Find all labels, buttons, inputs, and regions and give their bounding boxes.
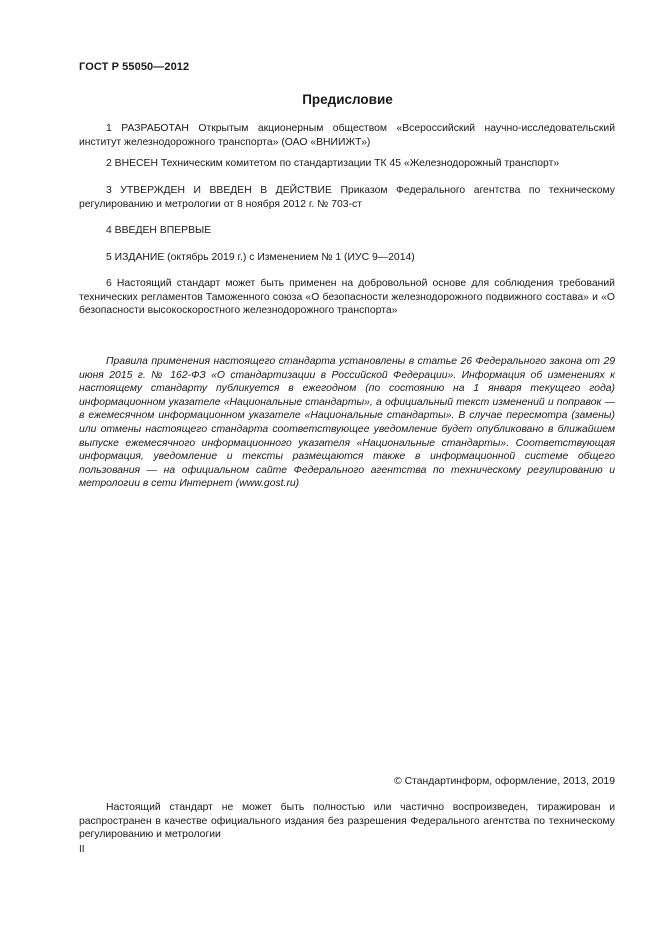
preface-item-3: 3 УТВЕРЖДЕН И ВВЕДЕН В ДЕЙСТВИЕ Приказом Федерального агентства по техническому регулированию и метрологии от 8 ноября 2012 г. № 703-ст bbox=[79, 185, 615, 210]
preface-item-5: 5 ИЗДАНИЕ (октябрь 2019 г.) с Изменением № 1 (ИУС 9—2014) bbox=[106, 252, 415, 263]
copyright-line: © Стандартинформ, оформление, 2013, 2019 bbox=[394, 776, 615, 787]
document-id-header: ГОСТ Р 55050—2012 bbox=[79, 61, 190, 73]
page-title: Предисловие bbox=[302, 92, 393, 107]
standard-rules-notice: Правила применения настоящего стандарта установлены в статье 26 Федерального закона от 29 июня 2015 г. № 162-ФЗ «О стандартизации в Российской Федерации». Информация об изменениях к настоящему стандарту публикуется в ежегодном (по состоянию на 1 января текущего года) информационном указателе «Национальные стандарты», а официальный текст изменений и поправок — в ежемесячном информационном указателе «Национальные стандарты». В случае пересмотра (замены) или отмены настоящего стандарта соответствующее уведомление будет опубликовано в ближайшем выпуске ежемесячного информационного указателя «Национальные стандарты». Соответствующая информация, уведомление и тексты размещаются также в информационной системе общего пользования — на официальном сайте Федерального агентства по техническому регулированию и метрологии в сети Интернет (www.gost.ru) bbox=[79, 356, 615, 490]
preface-item-1: 1 РАЗРАБОТАН Открытым акционерным обществом «Всероссийский научно-исследовательский институт железнодорожного транспорта» (ОАО «ВНИИЖТ») bbox=[79, 123, 615, 148]
preface-item-2: 2 ВНЕСЕН Техническим комитетом по стандартизации ТК 45 «Железнодорожный транспорт» bbox=[106, 158, 560, 169]
page-number: II bbox=[79, 844, 85, 855]
preface-item-4: 4 ВВЕДЕН ВПЕРВЫЕ bbox=[106, 225, 212, 236]
reproduction-notice: Настоящий стандарт не может быть полностью или частично воспроизведен, тиражирован и распространен в качестве официального издания без разрешения Федерального агентства по техническому регулированию и метрологии bbox=[79, 802, 615, 841]
preface-item-6: 6 Настоящий стандарт может быть применен на добровольной основе для соблюдения требований технических регламентов Таможенного союза «О безопасности железнодорожного подвижного состава» и «О безопасности высокоскоростного железнодорожного транспорта» bbox=[79, 278, 615, 317]
